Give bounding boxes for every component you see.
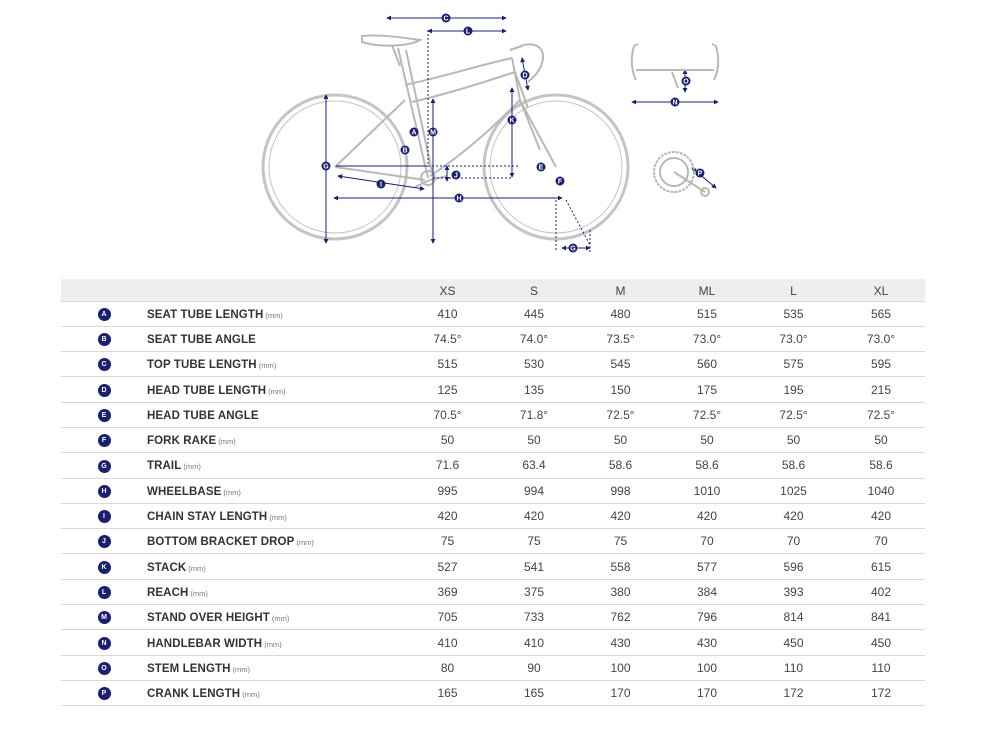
cockpit: [362, 35, 543, 187]
measurement-badge: P: [98, 687, 111, 700]
value-cell: 50: [837, 427, 925, 452]
value-cell: 58.6: [664, 453, 750, 478]
svg-text:G: G: [323, 163, 329, 171]
row-badge-cell: [61, 326, 147, 351]
value-cell: 410: [404, 630, 491, 655]
value-cell: 73.5°: [577, 326, 664, 351]
row-label-cell: [147, 402, 404, 427]
svg-text:L: L: [465, 28, 471, 36]
marker-i: [377, 180, 386, 189]
svg-text:G: G: [570, 245, 576, 253]
row-label-cell: [147, 680, 404, 705]
value-cell: 74.0°: [491, 326, 577, 351]
row-badge-cell: [61, 554, 147, 579]
value-cell: 393: [750, 579, 837, 604]
value-cell: 420: [577, 503, 664, 528]
table-row: [61, 605, 925, 630]
marker-h: [455, 194, 464, 203]
size-header: XL: [873, 283, 889, 298]
measurement-unit: (mm): [183, 462, 201, 472]
svg-text:N: N: [672, 99, 678, 107]
value-cell: 71.8°: [491, 402, 577, 427]
value-cell: 558: [577, 554, 664, 579]
measurement-label: CRANK LENGTH: [147, 688, 241, 701]
value-cell: 545: [577, 352, 664, 377]
table-row: [61, 655, 925, 680]
row-label-cell: [147, 427, 404, 452]
row-label-cell: [147, 605, 404, 630]
measurement-badge: O: [98, 662, 111, 675]
value-cell: 480: [577, 301, 664, 326]
value-cell: 80: [404, 655, 491, 680]
size-header: M: [615, 283, 626, 298]
bike-geometry-illustration: [0, 0, 986, 270]
row-badge-cell: [61, 503, 147, 528]
row-label-cell: [147, 579, 404, 604]
value-cell: 596: [750, 554, 837, 579]
value-cell: 135: [491, 377, 577, 402]
marker-c: [442, 14, 451, 23]
header-badge-spacer: [61, 279, 147, 301]
marker-l: [464, 27, 473, 36]
value-cell: 430: [664, 630, 750, 655]
geometry-table: [61, 279, 925, 706]
value-cell: 420: [750, 503, 837, 528]
value-cell: 50: [750, 427, 837, 452]
measurement-unit: (mm): [218, 437, 236, 447]
measurement-badge: I: [98, 510, 111, 523]
value-cell: 814: [750, 605, 837, 630]
svg-text:F: F: [557, 178, 563, 186]
svg-text:O: O: [683, 78, 689, 86]
svg-text:B: B: [402, 147, 408, 155]
value-cell: 58.6: [837, 453, 925, 478]
measurement-label: HEAD TUBE LENGTH: [147, 384, 267, 397]
measurement-label: CHAIN STAY LENGTH: [147, 511, 268, 524]
value-cell: 70.5°: [404, 402, 491, 427]
table-row: [61, 326, 925, 351]
svg-text:H: H: [456, 195, 462, 203]
table-row: [61, 453, 925, 478]
handlebar-detail: [632, 44, 718, 88]
value-cell: 73.0°: [664, 326, 750, 351]
measurement-label: WHEELBASE: [147, 485, 222, 498]
row-label-cell: [147, 377, 404, 402]
marker-a: [410, 128, 419, 137]
value-cell: 50: [404, 427, 491, 452]
measurement-unit: (mm): [258, 361, 277, 371]
table-row: [61, 579, 925, 604]
value-cell: 420: [404, 503, 491, 528]
row-label-cell: [147, 326, 404, 351]
value-cell: 515: [404, 352, 491, 377]
table-row: [61, 529, 925, 554]
row-label-cell: [147, 352, 404, 377]
row-badge-cell: [61, 655, 147, 680]
table-row: [61, 630, 925, 655]
value-cell: 1025: [750, 478, 837, 503]
row-label-cell: [147, 554, 404, 579]
svg-text:M: M: [430, 129, 436, 137]
row-badge-cell: [61, 529, 147, 554]
table-row: [61, 503, 925, 528]
value-cell: 175: [664, 377, 750, 402]
measurement-badge: L: [98, 586, 111, 599]
value-cell: 70: [664, 529, 750, 554]
row-label-cell: [147, 630, 404, 655]
value-cell: 172: [750, 680, 837, 705]
measurement-label: STACK: [147, 561, 187, 574]
row-badge-cell: [61, 453, 147, 478]
value-cell: 595: [837, 352, 925, 377]
measurement-badge: K: [98, 561, 111, 574]
row-label-cell: [147, 453, 404, 478]
value-cell: 841: [837, 605, 925, 630]
value-cell: 58.6: [750, 453, 837, 478]
measurement-badge: C: [98, 358, 111, 371]
row-label-cell: [147, 655, 404, 680]
table-row: [61, 680, 925, 705]
svg-text:C: C: [443, 15, 449, 23]
measurement-label: STEM LENGTH: [147, 662, 231, 675]
table-row: [61, 554, 925, 579]
svg-text:A: A: [411, 129, 417, 137]
value-cell: 615: [837, 554, 925, 579]
value-cell: 565: [837, 301, 925, 326]
table-row: [61, 352, 925, 377]
value-cell: 430: [577, 630, 664, 655]
value-cell: 215: [837, 377, 925, 402]
svg-text:P: P: [697, 170, 703, 178]
measurement-label: BOTTOM BRACKET DROP: [147, 536, 295, 549]
value-cell: 172: [837, 680, 925, 705]
table-row: [61, 377, 925, 402]
value-cell: 541: [491, 554, 577, 579]
value-cell: 73.0°: [750, 326, 837, 351]
row-badge-cell: [61, 605, 147, 630]
value-cell: 50: [664, 427, 750, 452]
value-cell: 72.5°: [837, 402, 925, 427]
value-cell: 75: [404, 529, 491, 554]
value-cell: 410: [491, 630, 577, 655]
value-cell: 100: [664, 655, 750, 680]
row-badge-cell: [61, 352, 147, 377]
measurement-label: STAND OVER HEIGHT: [147, 612, 270, 625]
value-cell: 384: [664, 579, 750, 604]
value-cell: 998: [577, 478, 664, 503]
value-cell: 420: [664, 503, 750, 528]
value-cell: 110: [750, 655, 837, 680]
value-cell: 70: [750, 529, 837, 554]
row-badge-cell: [61, 680, 147, 705]
measurement-unit: (mm): [269, 513, 287, 523]
table-row: [61, 478, 925, 503]
header-label-spacer: [147, 279, 404, 301]
marker-o-rear: [322, 162, 331, 171]
table-row: [61, 427, 925, 452]
value-cell: 450: [837, 630, 925, 655]
measurement-unit: (mm): [223, 487, 241, 497]
measurement-badge: E: [98, 409, 111, 422]
value-cell: 420: [491, 503, 577, 528]
value-cell: 762: [577, 605, 664, 630]
value-cell: 58.6: [577, 453, 664, 478]
dotted-guides: [336, 30, 590, 252]
value-cell: 577: [664, 554, 750, 579]
row-badge-cell: [61, 579, 147, 604]
svg-text:E: E: [538, 164, 544, 172]
measurement-unit: (mm): [188, 563, 206, 573]
measurement-unit: (mm): [264, 639, 282, 649]
value-cell: 450: [750, 630, 837, 655]
svg-text:J: J: [454, 172, 458, 180]
value-cell: 75: [491, 529, 577, 554]
value-cell: 75: [577, 529, 664, 554]
value-cell: 375: [491, 579, 577, 604]
value-cell: 195: [750, 377, 837, 402]
measurement-unit: (mm): [242, 690, 260, 700]
value-cell: 50: [491, 427, 577, 452]
value-cell: 535: [750, 301, 837, 326]
value-cell: 50: [577, 427, 664, 452]
value-cell: 63.4: [491, 453, 577, 478]
measurement-badge: H: [98, 485, 111, 498]
marker-k: [508, 116, 517, 125]
value-cell: 994: [491, 478, 577, 503]
measurement-badge: J: [98, 535, 111, 548]
value-cell: 73.0°: [837, 326, 925, 351]
measurement-unit: (mm): [232, 664, 251, 674]
measurement-badge: B: [98, 333, 111, 346]
row-badge-cell: [61, 427, 147, 452]
measurement-unit: (mm): [265, 310, 283, 320]
measurement-label: REACH: [147, 586, 189, 599]
marker-b: [401, 146, 410, 155]
value-cell: 1040: [837, 478, 925, 503]
geometry-diagram: [0, 0, 986, 270]
value-cell: 530: [491, 352, 577, 377]
table-row: [61, 402, 925, 427]
value-cell: 380: [577, 579, 664, 604]
value-cell: 402: [837, 579, 925, 604]
measurement-label: HANDLEBAR WIDTH: [147, 637, 263, 650]
row-badge-cell: [61, 402, 147, 427]
value-cell: 90: [491, 655, 577, 680]
marker-f: [556, 177, 565, 186]
row-badge-cell: [61, 478, 147, 503]
row-badge-cell: [61, 377, 147, 402]
measurement-label: HEAD TUBE ANGLE: [147, 409, 259, 422]
value-cell: 733: [491, 605, 577, 630]
value-cell: 527: [404, 554, 491, 579]
dimension-lines: [326, 15, 718, 248]
value-cell: 170: [664, 680, 750, 705]
measurement-unit: (mm): [268, 386, 286, 396]
size-header: XS: [439, 283, 456, 298]
value-cell: 74.5°: [404, 326, 491, 351]
value-cell: 575: [750, 352, 837, 377]
value-cell: 410: [404, 301, 491, 326]
value-cell: 369: [404, 579, 491, 604]
value-cell: 100: [577, 655, 664, 680]
value-cell: 70: [837, 529, 925, 554]
measurement-label: TOP TUBE LENGTH: [147, 359, 257, 372]
marker-g: [569, 244, 578, 253]
measurement-badge: D: [98, 384, 111, 397]
value-cell: 125: [404, 377, 491, 402]
marker-j: [452, 171, 461, 180]
marker-m: [429, 128, 438, 137]
row-label-cell: [147, 478, 404, 503]
measurement-badge: A: [98, 308, 111, 321]
value-cell: 170: [577, 680, 664, 705]
value-cell: 71.6: [404, 453, 491, 478]
value-cell: 72.5°: [664, 402, 750, 427]
value-cell: 165: [404, 680, 491, 705]
value-cell: 796: [664, 605, 750, 630]
size-header: L: [790, 283, 797, 298]
row-badge-cell: [61, 630, 147, 655]
value-cell: 72.5°: [577, 402, 664, 427]
value-cell: 1010: [664, 478, 750, 503]
measurement-unit: (mm): [296, 538, 314, 548]
value-cell: 705: [404, 605, 491, 630]
measurement-label: FORK RAKE: [147, 435, 217, 448]
value-cell: 72.5°: [750, 402, 837, 427]
marker-e: [537, 163, 546, 172]
value-cell: 560: [664, 352, 750, 377]
value-cell: 445: [491, 301, 577, 326]
table-header-row: [61, 279, 925, 301]
measurement-badge: N: [98, 637, 111, 650]
row-badge-cell: [61, 301, 147, 326]
measurement-label: TRAIL: [147, 460, 182, 473]
measurement-unit: (mm): [190, 588, 208, 598]
measurement-unit: (mm): [271, 614, 290, 624]
marker-o: [682, 77, 691, 86]
value-cell: 165: [491, 680, 577, 705]
measurement-badge: F: [98, 434, 111, 447]
value-cell: 515: [664, 301, 750, 326]
value-cell: 150: [577, 377, 664, 402]
row-label-cell: [147, 529, 404, 554]
svg-text:K: K: [509, 117, 515, 125]
value-cell: 995: [404, 478, 491, 503]
marker-p: [696, 169, 705, 178]
row-label-cell: [147, 301, 404, 326]
bike-frame: [335, 48, 556, 185]
marker-d: [521, 71, 530, 80]
size-header: ML: [698, 283, 716, 298]
svg-text:I: I: [380, 181, 382, 189]
measurement-badge: M: [98, 611, 111, 624]
row-label-cell: [147, 503, 404, 528]
table-row: [61, 301, 925, 326]
measurement-badge: G: [98, 460, 111, 473]
measurement-label: SEAT TUBE LENGTH: [147, 308, 264, 321]
value-cell: 420: [837, 503, 925, 528]
svg-text:D: D: [522, 72, 528, 80]
measurement-label: SEAT TUBE ANGLE: [147, 333, 256, 346]
value-cell: 110: [837, 655, 925, 680]
marker-n: [671, 98, 680, 107]
size-header: S: [529, 283, 538, 298]
